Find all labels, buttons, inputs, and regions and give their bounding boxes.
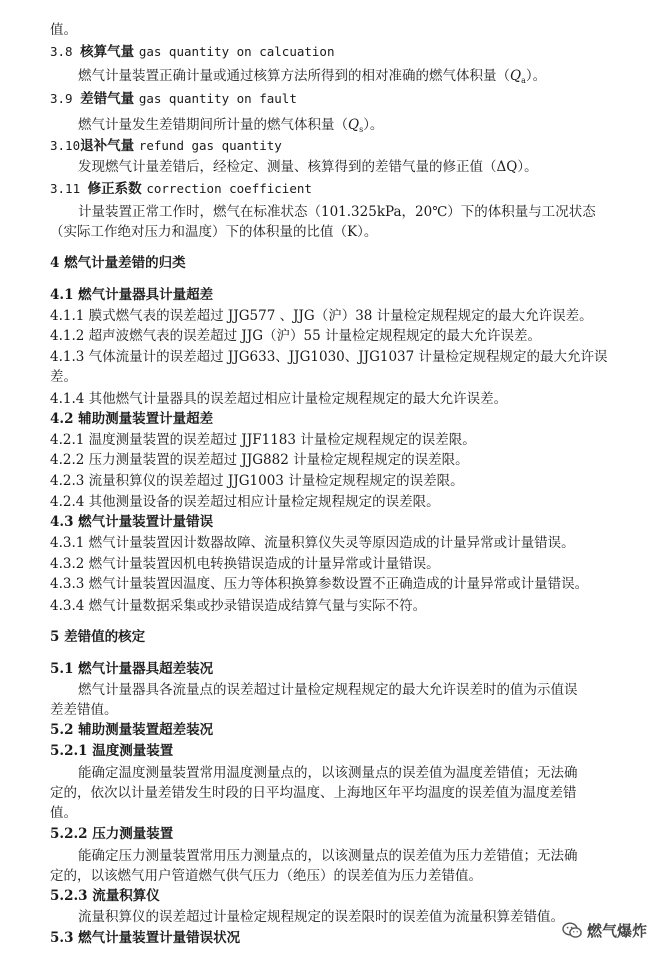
definition-text: 燃气计量装置正确计量或通过核算方法所得到的相对准确的燃气体积量$(Q_a)$。 — [78, 68, 547, 85]
chapter-heading-4: 4 燃气计量差错的归类 — [50, 255, 186, 271]
definition-text: 燃气计量发生差错期间所计量的燃气体积量$(Q_s)$。 — [78, 117, 384, 134]
paragraph-text: 能确定压力测量装置常用压力测量点的，以该测量点的误差值为压力差错值；无法确 — [78, 848, 578, 864]
clause-4-1-1: 4.1.1 膜式燃气表的误差超过 JJG577 、JJG（沪）38 计量检定规程规定的最大允许误差。 — [50, 308, 593, 324]
definition-text: 发现燃气计量差错后，经检定、测量、核算得到的差错气量的修正值（ΔQ）。 — [78, 159, 538, 175]
clause-4-1-2: 4.1.2 超声波燃气表的误差超过 JJG（沪）55 计量检定规程规定的最大允许误差。 — [50, 328, 542, 344]
section-heading-4-2: 4.2 辅助测量装置计量超差 — [50, 411, 214, 427]
section-heading-3-9: 3.9 差错气量 gas quantity on fault — [50, 91, 297, 107]
clause-4-2-1: 4.2.1 温度测量装置的误差超过 JJF1183 计量检定规程规定的误差限。 — [50, 432, 476, 448]
clause-4-3-2: 4.3.2 燃气计量装置因机电转换错误造成的计量异常或计量错误。 — [50, 556, 440, 572]
clause-4-2-3: 4.2.3 流量积算仪的误差超过 JJG1003 计量检定规程规定的误差限。 — [50, 473, 464, 489]
clause-4-1-4: 4.1.4 其他燃气计量器具的误差超过相应计量检定规程规定的最大允许误差。 — [50, 391, 508, 407]
paragraph-text: 值。 — [50, 805, 77, 821]
section-heading-4-1: 4.1 燃气计量器具计量超差 — [50, 287, 214, 303]
section-heading-3-11: 3.11 修正系数 correction coefficient — [50, 181, 312, 197]
watermark — [562, 920, 647, 941]
section-heading-5-3: 5.3 燃气计量装置计量错误状况 — [50, 930, 241, 946]
subsection-heading-5-2-1: 5.2.1 温度测量装置 — [50, 743, 174, 759]
clause-4-3-3: 4.3.3 燃气计量装置因温度、压力等体积换算参数设置不正确造成的计量异常或计量错误。 — [50, 576, 589, 592]
subsection-heading-5-2-2: 5.2.2 压力测量装置 — [50, 826, 174, 842]
wechat-icon — [562, 922, 582, 939]
clause-4-2-2: 4.2.2 压力测量装置的误差超过 JJG882 计量检定规程规定的误差限。 — [50, 452, 469, 468]
watermark-text: 燃气爆炸 — [586, 922, 647, 940]
clause-4-1-3-cont: 差。 — [50, 369, 77, 385]
text-line: 值。 — [50, 22, 77, 38]
clause-4-3-1: 4.3.1 燃气计量装置因计数器故障、流量积算仪失灵等原因造成的计量异常或计量错误。 — [50, 535, 575, 551]
clause-4-2-4: 4.2.4 其他测量设备的误差超过相应计量检定规程规定的误差限。 — [50, 494, 440, 510]
section-heading-4-3: 4.3 燃气计量装置计量错误 — [50, 514, 214, 530]
definition-text: 计量装置正常工作时，燃气在标准状态（101.325kPa，20℃）下的体积量与工况状态 — [78, 204, 596, 220]
section-heading-5-1: 5.1 燃气计量器具超差装况 — [50, 661, 214, 677]
clause-4-3-4: 4.3.4 燃气计量数据采集或抄录错误造成结算气量与实际不符。 — [50, 598, 427, 614]
section-heading-3-8: 3.8 核算气量 gas quantity on calcuation — [50, 44, 335, 60]
paragraph-text: 差差错值。 — [50, 702, 118, 718]
definition-text: （实际工作绝对压力和温度）下的体积量的比值（K）。 — [50, 224, 378, 240]
section-heading-5-2: 5.2 辅助测量装置超差装况 — [50, 722, 214, 738]
paragraph-text: 燃气计量器具各流量点的误差超过计量检定规程规定的最大允许误差时的值为示值误 — [78, 682, 578, 698]
paragraph-text: 定的，以该燃气用户管道燃气供气压力（绝压）的误差值为压力差错值。 — [50, 868, 482, 884]
paragraph-text: 定的，依次以计量差错发生时段的日平均温度、上海地区年平均温度的误差值为温度差错 — [50, 785, 577, 801]
chapter-heading-5: 5 差错值的核定 — [50, 629, 146, 645]
subsection-heading-5-2-3: 5.2.3 流量积算仪 — [50, 888, 160, 904]
section-heading-3-10: 3.10退补气量 refund gas quantity — [50, 138, 282, 154]
paragraph-text: 能确定温度测量装置常用温度测量点的，以该测量点的误差值为温度差错值；无法确 — [78, 765, 578, 781]
clause-4-1-3: 4.1.3 气体流量计的误差超过 JJG633、JJG1030、JJG1037 计量检定规程规定的最大允许误 — [50, 349, 608, 365]
paragraph-text: 流量积算仪的误差超过计量检定规程规定的误差限时的误差值为流量积算差错值。 — [78, 909, 564, 925]
